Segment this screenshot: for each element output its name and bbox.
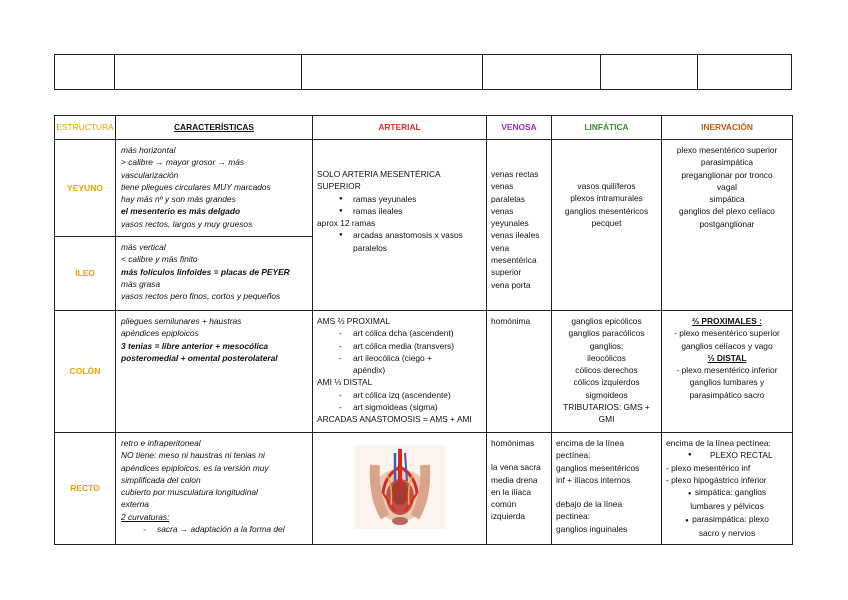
list-item-text: simpática: ganglios [694, 487, 767, 498]
row-label-colon: COLÓN [55, 311, 116, 433]
text-line: inf + ilíacos internos [556, 474, 631, 485]
row-label-recto: RECTO [55, 433, 116, 545]
header-estructura: ESTRUCTURA [55, 116, 116, 140]
text-line: pectinea: [556, 511, 590, 522]
list-item: ● ramas ileales [317, 205, 482, 217]
text-line: vasos quilíferos [577, 181, 636, 191]
text-line: yeyunales [491, 218, 529, 229]
list-item-text: parasimpática: plexo [692, 513, 769, 524]
text-line: parasimpático sacro [689, 389, 765, 400]
text-line: externa [121, 499, 149, 510]
text-line: - plexo mesentérico inferior [676, 365, 778, 376]
text-line: cólicos izquierdos [573, 377, 640, 388]
header-linfatica: LINFÁTICA [552, 116, 662, 140]
arterial-list [317, 327, 482, 376]
text-line: vena porta [491, 279, 531, 290]
text-line: posteromedial + omental posterolateral [121, 352, 278, 363]
row-label-ileo: ÍLEO [55, 237, 116, 311]
text-line: homónimas [491, 438, 535, 448]
text-line: superior [491, 267, 522, 278]
text-line: NO tiene: meso ni haustras ni tenias ni [121, 450, 265, 461]
text-line: más vertical [121, 242, 166, 252]
rectum-anatomy-illustration-icon [355, 445, 445, 529]
row-label-yeyuno: YEYUNO [55, 140, 116, 237]
inervacion-list [666, 486, 788, 539]
arterial-list [317, 193, 482, 218]
text-line: vascularización [121, 169, 179, 180]
text-line: vena [491, 242, 510, 253]
header-arterial: ARTERIAL [313, 116, 487, 140]
text-line: AMS ⅔ PROXIMAL [317, 316, 391, 326]
list-item: apéndix) [353, 365, 386, 376]
text-line: < calibre y más finito [121, 254, 198, 265]
colon-inervacion [662, 311, 793, 433]
inervacion-list [666, 449, 788, 461]
recto-inervacion [662, 433, 793, 545]
text-line: ganglios paracólicos [568, 328, 645, 339]
list-item: - art cólica dcha (ascendent) [317, 327, 482, 339]
colon-venosa [487, 311, 552, 433]
text-line: homónima [491, 316, 531, 326]
yeyuno-caracteristicas [116, 140, 313, 237]
empty-cell [698, 55, 792, 90]
colon-linfatica [552, 311, 662, 433]
text-line: ganglios mesentéricos [564, 205, 649, 216]
text-line: TRIBUTARIOS: GMS + [563, 402, 650, 413]
text-line: vasos rectos, largos y muy gruesos [121, 218, 253, 229]
list-item: ● ramas yeyunales [317, 193, 482, 205]
text-line: ileocólicos [587, 352, 626, 363]
text-line: mesentérica [491, 255, 537, 266]
text-line: pecquet [591, 217, 622, 228]
text-line: venas ileales [491, 230, 540, 241]
empty-cell [55, 55, 115, 90]
text-line: común [491, 499, 517, 510]
list-item: sacro y nervios [698, 528, 756, 539]
list-item: lumbares y pélvicos [690, 501, 764, 512]
text-line: apéndices epiploicos [121, 328, 199, 339]
text-line: plexos intramurales [570, 193, 643, 204]
text-line: preganglionar por tronco [681, 169, 773, 180]
text-line: apéndices epiploicos. es la versión muy [121, 462, 269, 473]
text-line: ganglios lumbares y [689, 377, 765, 388]
text-line: izquierda [491, 511, 525, 522]
text-line-content: sacra → adaptación a la forma del [157, 524, 285, 535]
text-line: ganglios inguinales [556, 523, 628, 534]
digestive-structures-table [54, 115, 793, 545]
row-yeyuno [55, 140, 793, 237]
text-line: paralelas [491, 193, 525, 204]
text-line: ⅓ DISTAL [707, 352, 747, 363]
text-line: postganglionar [699, 218, 755, 229]
text-line: - sacra → adaptación a la forma del [143, 524, 285, 535]
intestino-linfatica [552, 140, 662, 311]
list-item: - art cólica izq (ascendente) [317, 389, 482, 401]
empty-cell [302, 55, 483, 90]
text-line: parasimpática [700, 157, 754, 168]
text-line: más grasa [121, 278, 161, 289]
text-line: cólicos derechos [575, 365, 638, 376]
text-line: encima de la línea pectínea: [666, 438, 771, 448]
spacer [556, 486, 657, 498]
text-line: media drena [491, 474, 538, 485]
text-line: ARCADAS ANASTOMOSIS = AMS + AMI [317, 414, 472, 425]
intestino-inervacion [662, 140, 793, 311]
recto-caracteristicas [116, 433, 313, 545]
text-line: simpática [709, 194, 745, 205]
empty-cell [483, 55, 601, 90]
colon-arterial [313, 311, 487, 433]
text-line: GMI [598, 414, 615, 425]
text-line: pliegues semilunares + haustras [121, 316, 242, 326]
text-line: ganglios epicólicos [571, 316, 642, 326]
text-line: venas rectas [491, 169, 539, 179]
text-line: SUPERIOR [317, 181, 361, 192]
text-line: tiene pliegues circulares MUY marcados [121, 181, 271, 192]
arterial-list [317, 389, 482, 414]
text-line: ⅔ PROXIMALES : [692, 316, 762, 326]
spacer [491, 449, 547, 461]
text-line: la vena sacra [491, 462, 541, 473]
header-caracteristicas: CARACTERÍSTICAS [116, 116, 313, 140]
text-line: cubierto por musculatura longitudinal [121, 487, 258, 498]
text-line: AMI ⅓ DISTAL [317, 377, 373, 388]
text-line: - plexo mesentérico superior [674, 328, 780, 339]
text-line: 3 tenias = libre anterior + mesocólica [121, 340, 269, 351]
text-line: venas [491, 181, 514, 192]
text-line: > calibre → mayor grosor → más [121, 157, 245, 168]
text-line: SOLO ARTERIA MESENTÉRICA [317, 169, 441, 179]
intestino-venosa [487, 140, 552, 311]
header-inervacion: INERVACIÓN [662, 116, 793, 140]
text-line: en la ilíaca [491, 486, 532, 497]
list-item: ● arcadas anastomosis x vasos [317, 229, 482, 241]
ileo-caracteristicas [116, 237, 313, 311]
empty-row [55, 55, 792, 90]
list-item: - art sigmoideas (sigma) [317, 401, 482, 413]
text-line: sigmoideos [585, 389, 628, 400]
text-line: - plexo mesentérico inf [666, 462, 751, 473]
text-line: 2 curvaturas: [121, 511, 170, 522]
arterial-list [317, 229, 482, 254]
text-line: plexo mesentérico superior [676, 145, 778, 155]
header-row [55, 116, 793, 140]
text-line: pectínea: [556, 450, 591, 461]
text-line: ganglios: [589, 340, 624, 351]
text-line: ganglios mesentéricos [556, 462, 640, 473]
text-line: vagal [716, 181, 738, 192]
list-item: - art cólica media (transvers) [317, 340, 482, 352]
text-line: hay más nº y son más grandes [121, 194, 236, 205]
list-item: ● simpática: ganglios [687, 487, 767, 498]
intestino-arterial [313, 140, 487, 311]
empty-header-table [54, 54, 792, 90]
text-line: venas [491, 205, 514, 216]
text-line: - plexo hipogástrico inferior [666, 474, 767, 485]
text-line: el mesenterio es más delgado [121, 206, 241, 217]
header-venosa: VENOSA [487, 116, 552, 140]
recto-arterial [313, 433, 487, 545]
colon-caracteristicas [116, 311, 313, 433]
text-line: aprox 12 ramas [317, 218, 376, 229]
text-line: retro e infraperitoneal [121, 438, 201, 448]
text-line: encima de la línea [556, 438, 624, 448]
list-item: ● parasimpática: plexo [685, 513, 769, 524]
text-line: vasos rectos pero finos, cortos y pequeños [121, 291, 281, 302]
recto-venosa [487, 433, 552, 545]
row-colon [55, 311, 793, 433]
text-line: más horizontal [121, 145, 176, 155]
text-line: simplificada del colon [121, 474, 201, 485]
text-line: más folículos linfoides = placas de PEYER [121, 266, 290, 277]
text-line: debajo de la línea [556, 499, 623, 510]
text-line: ganglios del plexo celíaco [679, 206, 775, 217]
list-item: ● PLEXO RECTAL [666, 449, 788, 461]
empty-cell [115, 55, 302, 90]
recto-linfatica [552, 433, 662, 545]
text-line: ganglios celíacos y vago [681, 340, 773, 351]
list-item: - art ileocólica (ciego + [317, 352, 482, 364]
empty-cell [601, 55, 698, 90]
list-item: paralelos [353, 242, 387, 253]
row-recto [55, 433, 793, 545]
